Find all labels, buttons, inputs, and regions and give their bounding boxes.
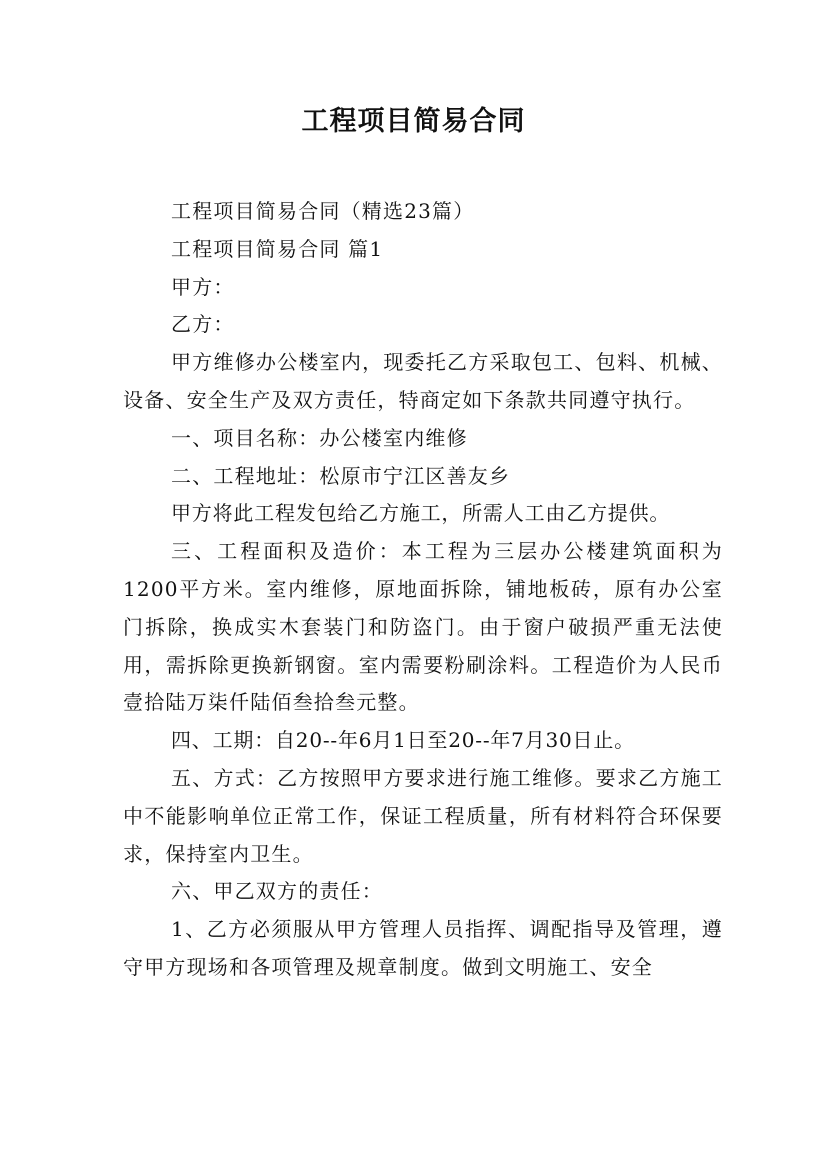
paragraph-method: 五、方式：乙方按照甲方要求进行施工维修。要求乙方施工中不能影响单位正常工作，保证工程质量，所有材料符合环保要求，保持室内卫生。 — [123, 765, 723, 866]
paragraph-clause-1: 1、乙方必须服从甲方管理人员指挥、调配指导及管理，遵守甲方现场和各项管理及规章制度。做到文明施工、安全 — [123, 917, 723, 979]
paragraph-party-b: 乙方： — [171, 312, 235, 337]
paragraph-area-cost: 三、工程面积及造价：本工程为三层办公楼建筑面积为1200平方米。室内维修，原地面拆除，铺地板砖，原有办公室门拆除，换成实木套装门和防盗门。由于窗户破损严重无法使用，需拆除更换新钢窗。室内需要粉刷涂料。工程造价为人民币壹拾陆万柒仟陆佰叁拾叁元整。 — [123, 539, 723, 715]
paragraph-project-name: 一、项目名称：办公楼室内维修 — [171, 425, 468, 450]
document-body — [123, 193, 723, 987]
paragraph-preamble: 甲方维修办公楼室内，现委托乙方采取包工、包料、机械、设备、安全生产及双方责任，特商定如下条款共同遵守执行。 — [123, 350, 723, 412]
paragraph-responsibilities: 六、甲乙双方的责任： — [171, 879, 383, 904]
paragraph-party-a: 甲方： — [171, 274, 235, 299]
paragraph-project-address: 二、工程地址：松原市宁江区善友乡 — [171, 463, 511, 488]
paragraph-labor: 甲方将此工程发包给乙方施工，所需人工由乙方提供。 — [171, 501, 671, 526]
paragraph-subtitle: 工程项目简易合同（精选23篇） — [171, 199, 475, 223]
document-title: 工程项目简易合同 — [301, 106, 526, 137]
paragraph-schedule: 四、工期：自20--年6月1日至20--年7月30日止。 — [171, 728, 635, 753]
paragraph-section-heading: 工程项目简易合同 篇1 — [171, 236, 384, 261]
